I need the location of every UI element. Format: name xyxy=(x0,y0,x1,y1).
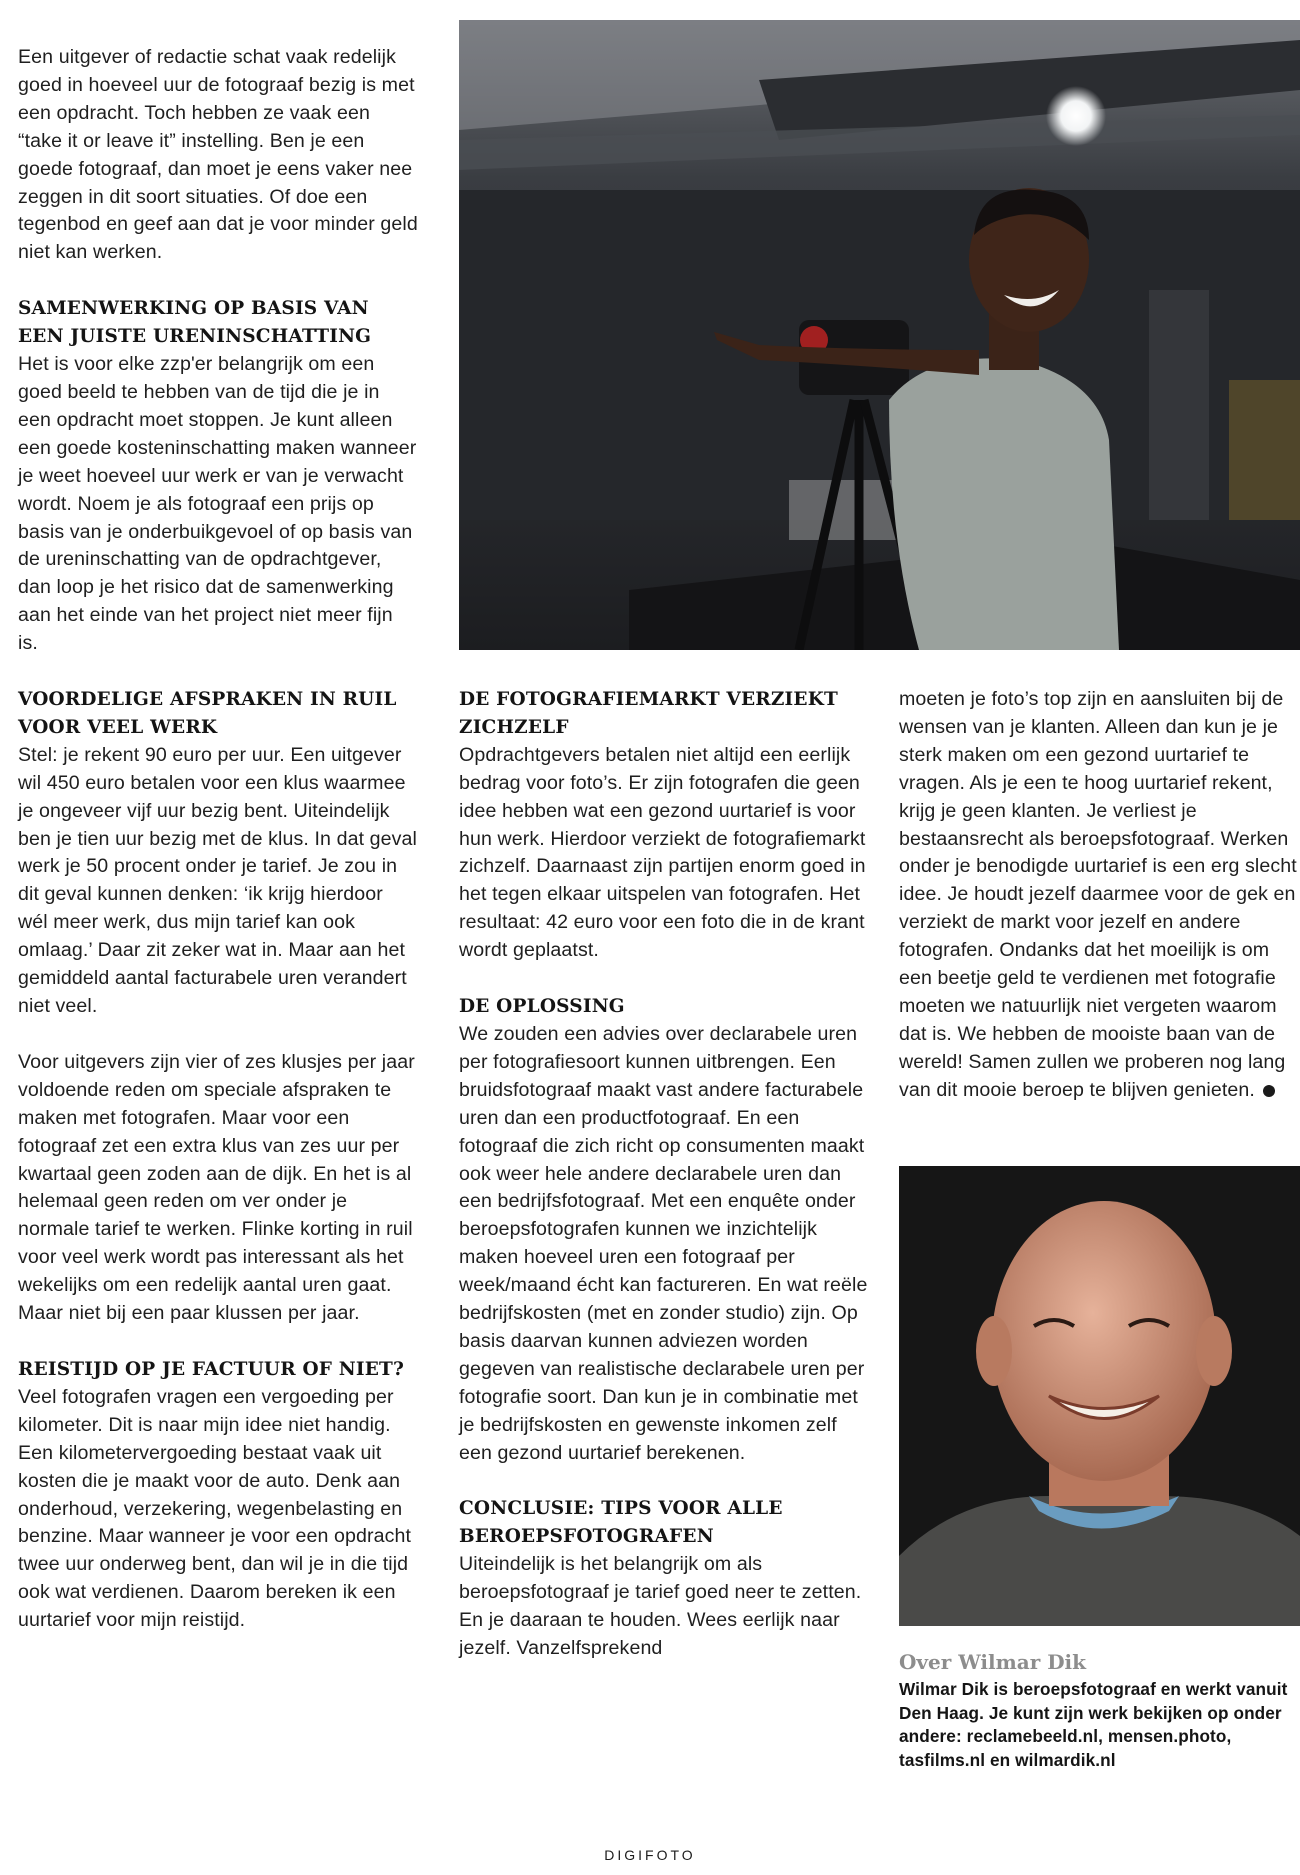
heading-conclusie: CONCLUSIE: TIPS VOOR ALLE BEROEPSFOTOGRAFEN xyxy=(459,1498,783,1548)
portrait-photo xyxy=(899,1166,1300,1626)
end-mark-icon xyxy=(1263,1085,1275,1097)
column-3 xyxy=(899,686,1300,1133)
bio-text: Wilmar Dik is beroepsfotograaf en werkt vanuit Den Haag. Je kunt zijn werk bekijken op onder andere: reclamebeeld.nl, mensen.photo, tasfilms.nl en wilmardik.nl xyxy=(899,1679,1288,1770)
paragraph-conclusie: Uiteindelijk is het belangrijk om als beroepsfotograaf je tarief goed neer te zetten. En je daaraan te houden. Wees eerlijk naar jezelf. Vanzelfsprekend xyxy=(459,1553,862,1659)
paragraph-continued xyxy=(899,686,1300,1105)
column-1 xyxy=(18,44,418,1663)
heading-samenwerking: SAMENWERKING OP BASIS VAN EEN JUISTE URENINSCHATTING xyxy=(18,298,372,348)
paragraph-oplossing: We zouden een advies over declarabele uren per fotografiesoort kunnen uitbrengen. Een bruidsfotograaf maakt vast andere facturabele uren dan een productfotograaf. En een fotograaf die zich richt op consumenten maakt ook weer hele andere declarabele uren dan een bedrijfsfotograaf. Met een enquête onder beroepsfotografen kunnen we inzichtelijk maken hoeveel uren een fotograaf per week/maand écht kan factureren. En wat reële bedrijfskosten (met en zonder studio) zijn. Op basis daarvan kunnen adviezen worden gegeven van realistische declarabele uren per fotografie soort. Dan kun je in combinatie met je bedrijfskosten en gewenste inkomen zelf een gezond uurtarief berekenen. xyxy=(459,1022,868,1464)
paragraph-reistijd: Veel fotografen vragen een vergoeding per kilometer. Dit is naar mijn idee niet handig. Een kilometervergoeding bestaat vaak uit kosten die je maakt voor de auto. Denk aan onderhoud, verzekering, wegenbelasting en benzine. Maar wanneer je voor een opdracht twee uur onderweg bent, dan wil je in die tijd ook wat verdienen. Daarom bereken ik een uurtarief voor mijn reistijd. xyxy=(18,1385,412,1632)
heading-voordelige-afspraken: VOORDELIGE AFSPRAKEN IN RUIL VOOR VEEL WERK xyxy=(18,689,397,738)
paragraph-uitgevers: Voor uitgevers zijn vier of zes klusjes per jaar voldoende reden om speciale afspraken te maken met fotografen. Maar voor een fotograaf zet een extra klus van zes uur per kwartaal geen zoden aan de dijk. En het is al helemaal geen reden om ver onder je normale tarief te werken. Flinke korting in ruil voor veel werk wordt pas interessant als het wekelijks om een redelijk aantal uren gaat. Maar niet bij een paar klussen per jaar. xyxy=(18,1050,415,1325)
footer-magazine-name: DIGIFOTO xyxy=(604,1847,696,1863)
heading-fotografiemarkt: DE FOTOGRAFIEMARKT VERZIEKT ZICHZELF xyxy=(459,689,838,738)
column-2 xyxy=(459,686,869,1691)
intro-paragraph: Een uitgever of redactie schat vaak redelijk goed in hoeveel uur de fotograaf bezig is met een opdracht. Toch hebben ze vaak een “take it or leave it” instelling. Ben je een goede fotograaf, dan moet je eens vaker nee zeggen in dit soort situaties. Of doe een tegenbod en geef aan dat je voor minder geld niet kan werken. xyxy=(18,46,418,264)
paragraph-fotografiemarkt: Opdrachtgevers betalen niet altijd een eerlijk bedrag voor foto’s. Er zijn fotografen die geen idee hebben wat een gezond uurtarief is voor hun werk. Hierdoor verziekt de fotografiemarkt zichzelf. Daarnaast zijn partijen enorm goed in het tegen elkaar uitspelen van fotografen. Het resultaat: 42 euro voor een foto die in de krant wordt geplaatst. xyxy=(459,743,866,962)
paragraph-samenwerking: Het is voor elke zzp'er belangrijk om een goed beeld te hebben van de tijd die je in een opdracht moet stoppen. Je kunt alleen een goede kosteninschatting maken wanneer je weet hoeveel uur werk er van je verwacht wordt. Noem je als fotograaf een prijs op basis van je onderbuikgevoel of op basis van de ureninschatting van de opdrachtgever, dan loop je het risico dat de samenwerking aan het einde van het project niet meer fijn is. xyxy=(18,353,417,655)
heading-reistijd: REISTIJD OP JE FACTUUR OF NIET? xyxy=(18,1358,405,1380)
bio-title: Over Wilmar Dik xyxy=(899,1650,1086,1674)
portrait-illustration xyxy=(899,1166,1300,1626)
author-bio xyxy=(899,1648,1300,1772)
paragraph-continued-text: moeten je foto’s top zijn en aansluiten bij de wensen van je klanten. Alleen dan kun je je sterk maken om een gezond uurtarief te vragen. Als je een te hoog uurtarief rekent, krijg je geen klanten. Je verliest je bestaansrecht als beroepsfotograaf. Werken onder je benodigde uurtarief is een erg slecht idee. Je houdt jezelf daarmee voor de gek en verziekt de markt voor jezelf en andere fotografen. Ondanks dat het moeilijk is om een beetje geld te verdienen met fotografie moeten we natuurlijk niet vergeten waarom dat is. We hebben de mooiste baan van de wereld! Samen zullen we proberen nog lang van dit mooie beroep te blijven genieten. xyxy=(899,688,1297,1101)
heading-oplossing: DE OPLOSSING xyxy=(459,996,625,1018)
paragraph-voordelige-afspraken: Stel: je rekent 90 euro per uur. Een uitgever wil 450 euro betalen voor een klus waarmee je ongeveer vijf uur bezig bent. Uiteindelijk ben je tien uur bezig met de klus. In dat geval werk je 50 procent onder je tarief. Je zou in dit geval kunnen denken: ‘ik krijg hierdoor wél meer werk, dus mijn tarief kan ook omlaag.’ Daar zit zeker wat in. Maar aan het gemiddeld aantal facturabele uren verandert niet veel. xyxy=(18,743,417,1017)
photographer-illustration xyxy=(459,20,1300,650)
photographer-photo xyxy=(459,20,1300,650)
